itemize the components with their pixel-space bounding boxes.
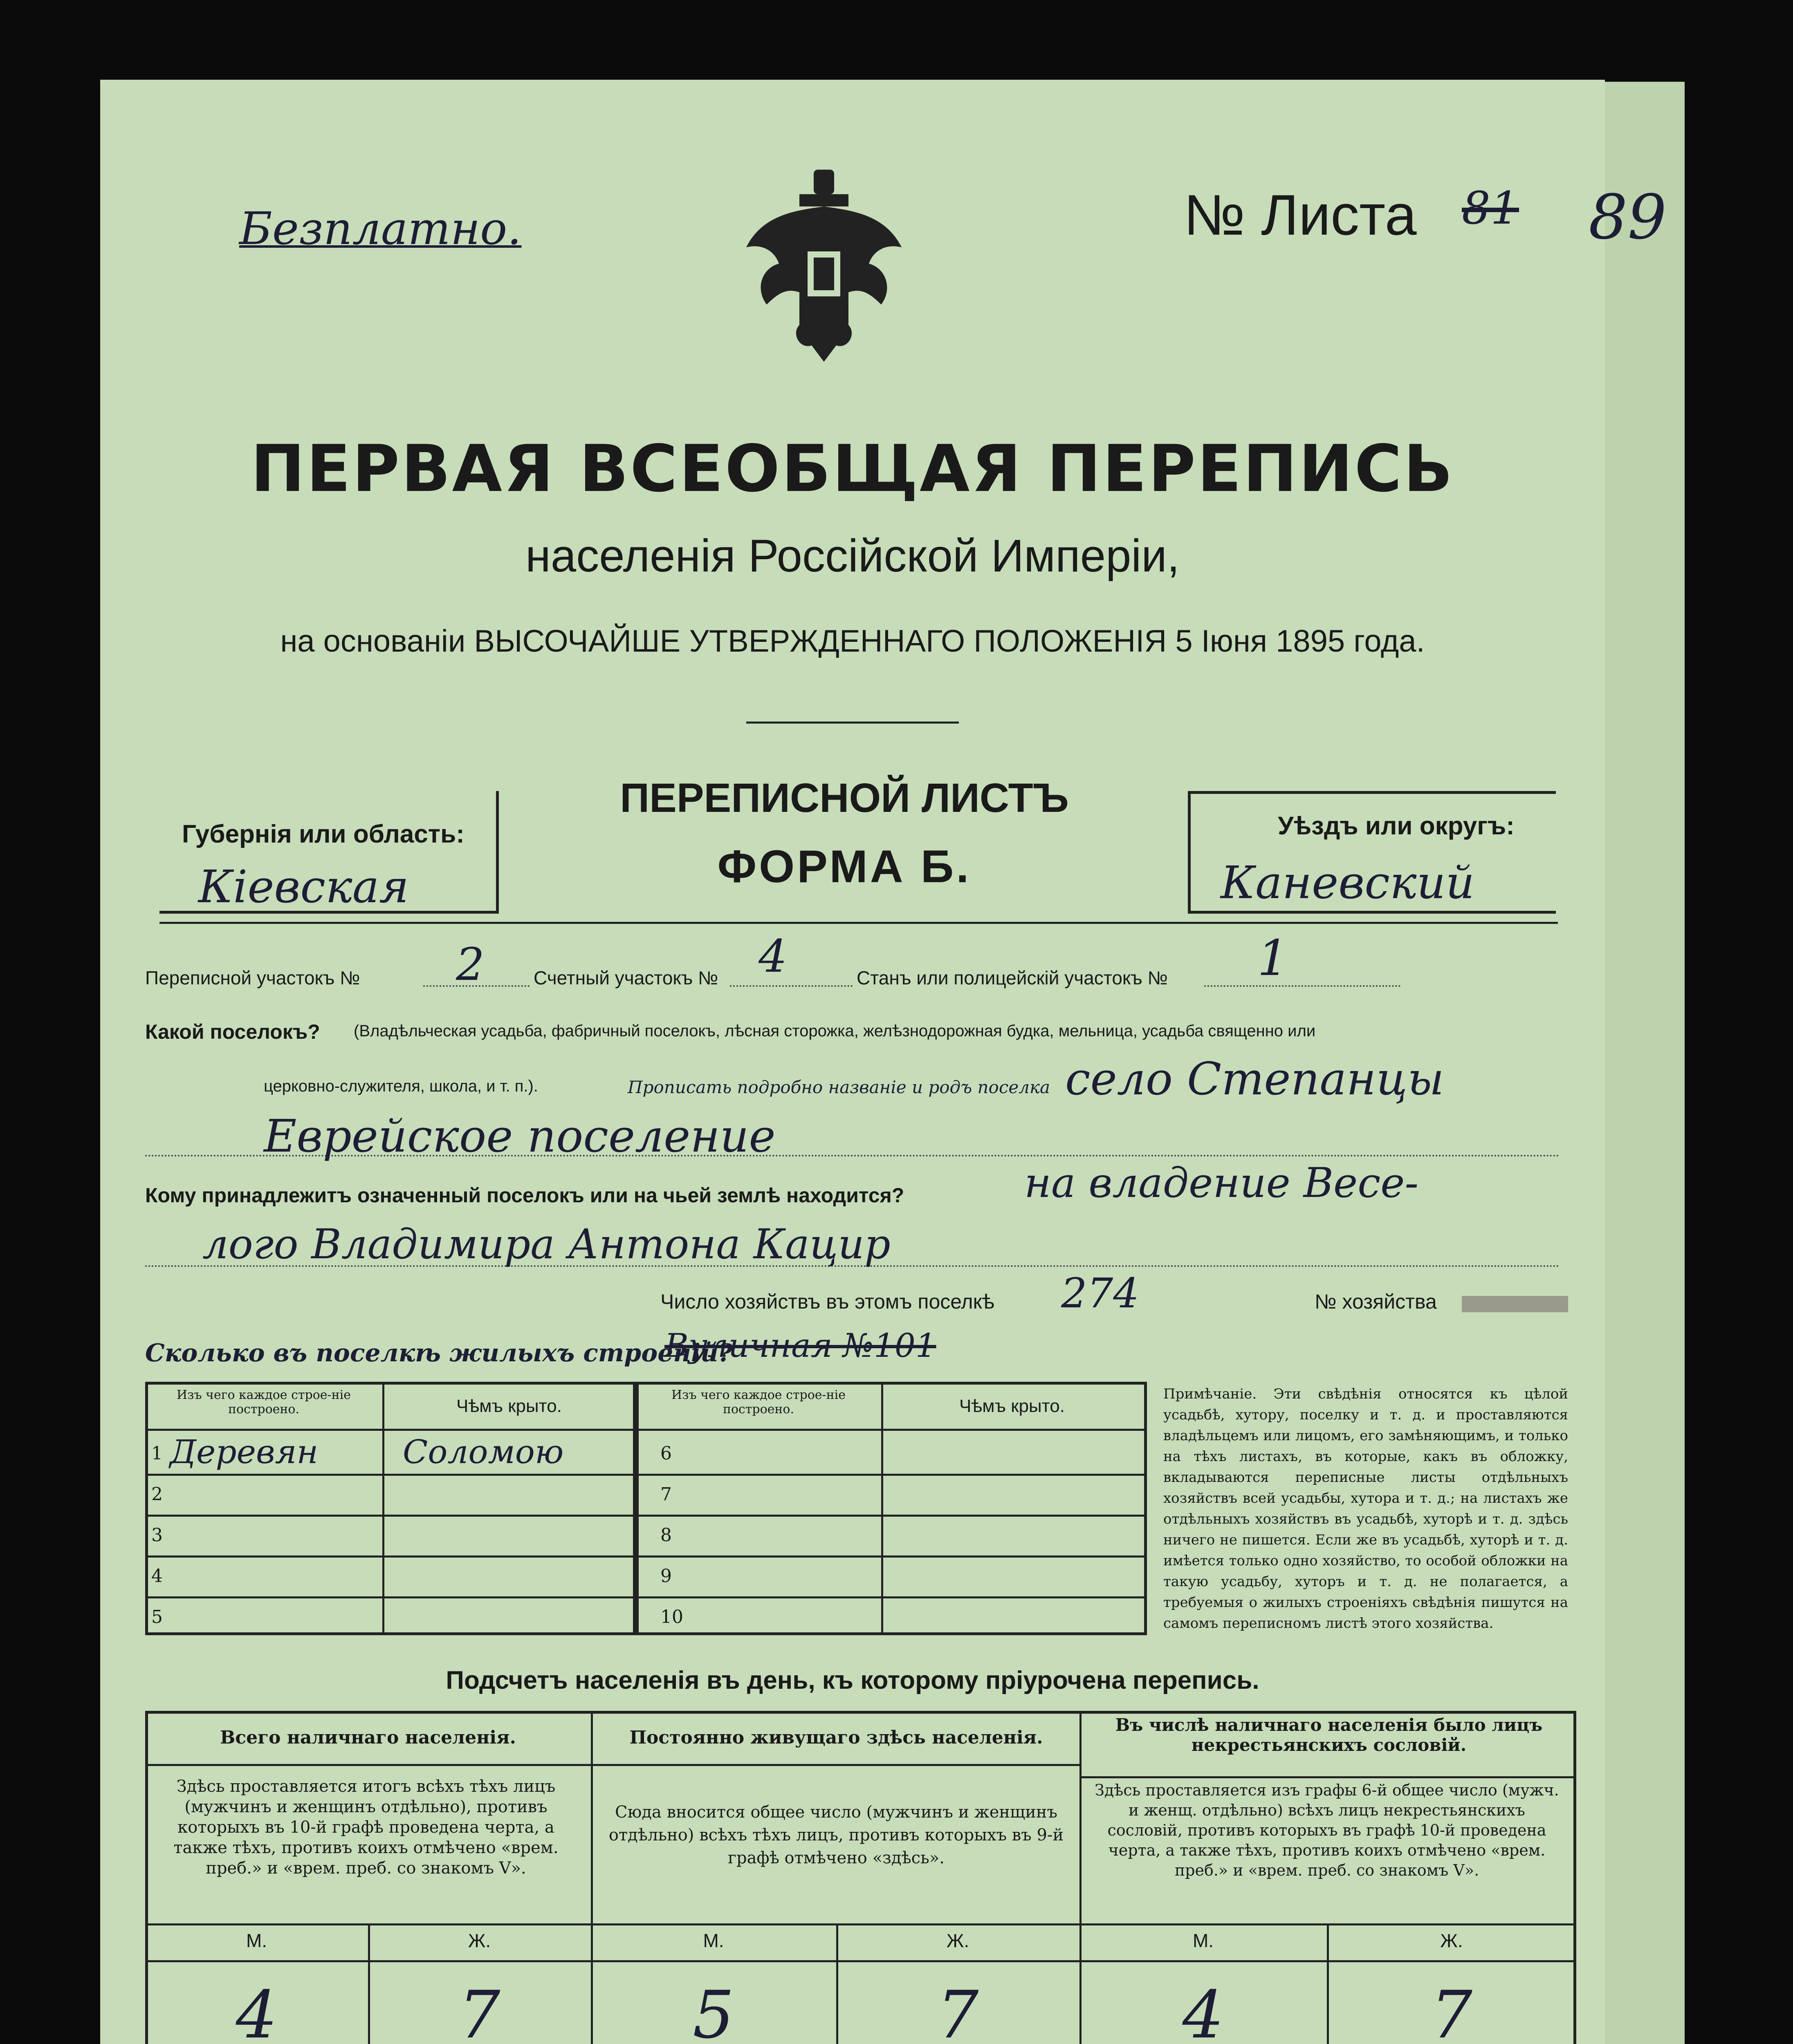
- count-head-rule-2: [1079, 1776, 1576, 1778]
- uezd-label: Уѣздъ или округъ:: [1278, 812, 1515, 840]
- buildings-row-number: 9: [660, 1566, 672, 1587]
- settlement-value-2: Еврейское поселение: [264, 1110, 776, 1162]
- settlement-label: Какой поселокъ?: [145, 1020, 320, 1043]
- buildings-row-number: 10: [660, 1607, 683, 1627]
- buildings-label: Сколько въ поселкѣ жилыхъ строеній?: [145, 1339, 733, 1367]
- buildings-row-rule: [636, 1555, 1147, 1558]
- buildings-row-number: 4: [151, 1566, 163, 1587]
- sheet-number-label: № Листа: [1184, 183, 1417, 247]
- census-plot-label: Переписной участокъ №: [145, 967, 360, 988]
- table-col-roof: Чѣмъ крыто.: [456, 1396, 562, 1416]
- count-value: 7: [937, 1977, 979, 2044]
- count-col3-head: Въ числѣ наличнаго населенія было лицъ некрестьянскихъ сословій.: [1115, 1715, 1543, 1755]
- owner-value-2: лого Владимира Антона Кацир: [202, 1220, 891, 1268]
- row1-roof: Соломою: [403, 1433, 564, 1471]
- title-divider: [746, 722, 959, 724]
- count-value: 4: [236, 1977, 278, 2044]
- count-desc-rule: [145, 1923, 1576, 1925]
- buildings-row-rule: [145, 1515, 636, 1517]
- form-name: ПЕРЕПИСНОЙ ЛИСТЪ: [620, 775, 1069, 821]
- buildings-value: Вуличная №101: [664, 1327, 936, 1365]
- form-type: ФОРМА Б.: [717, 841, 972, 892]
- double-headed-eagle-emblem: [738, 170, 910, 374]
- count-female-header: Ж.: [468, 1930, 491, 1951]
- buildings-row-number: 5: [151, 1607, 163, 1627]
- page-title: ПЕРВАЯ ВСЕОБЩАЯ ПЕРЕПИСЬ: [251, 431, 1454, 507]
- count-col2-head: Постоянно живущаго здѣсь населенія.: [629, 1727, 1043, 1748]
- owner-value-1: на владение Весе-: [1024, 1159, 1419, 1207]
- count-female-header: Ж.: [1440, 1930, 1463, 1951]
- census-form-sheet: [100, 80, 1667, 2044]
- settlement-hint-2: церковно-служителя, школа, и т. п.).: [264, 1077, 538, 1095]
- buildings-row-rule: [145, 1555, 636, 1558]
- stan-label: Станъ или полицейскій участокъ №: [857, 967, 1168, 988]
- header-rule: [159, 922, 1558, 924]
- buildings-row-rule: [636, 1515, 1147, 1517]
- count-value: 7: [1431, 1977, 1472, 2044]
- count-value: 4: [1182, 1977, 1224, 2044]
- buildings-row-number: 3: [151, 1525, 163, 1546]
- page-subtitle: населенія Россійской Имперіи,: [525, 530, 1180, 581]
- buildings-row-rule: [636, 1596, 1147, 1598]
- count-male-header: М.: [703, 1930, 724, 1951]
- count-female-header: Ж.: [946, 1930, 969, 1951]
- table-header-rule: [145, 1429, 1147, 1431]
- households-label: Число хозяйствъ въ этомъ поселкѣ: [660, 1290, 995, 1313]
- count-title: Подсчетъ населенія въ день, къ которому пріурочена перепись.: [446, 1666, 1259, 1694]
- buildings-row-number: 7: [660, 1484, 672, 1505]
- table-col-material: Изъ чего каждое строе-ніе построено.: [176, 1388, 351, 1416]
- count-mz-rule: [145, 1960, 1576, 1962]
- stan-line: [1204, 985, 1400, 987]
- archive-page-number: 89: [1589, 182, 1667, 253]
- count-plot-line: [730, 985, 853, 987]
- buildings-row-number: 2: [151, 1484, 163, 1505]
- count-value: 5: [693, 1977, 734, 2044]
- buildings-row-number: 8: [660, 1525, 672, 1546]
- owner-label: Кому принадлежитъ означенный поселокъ или на чьей землѣ находится?: [145, 1184, 904, 1207]
- settlement-instruction: Прописать подробно названіе и родъ поселка: [628, 1077, 1050, 1097]
- settlement-value-1: село Степанцы: [1065, 1053, 1444, 1105]
- count-col3-desc: Здѣсь проставляется изъ графы 6-й общее число (мужч. и женщ. отдѣльно) всѣхъ лицъ некрестьянскихъ сословій, противъ которыхъ въ графѣ 10-й проведена черта, а также тѣхъ, противъ коихъ отмѣчено «врем. преб.» и «врем. преб. со знакомъ V».: [1095, 1781, 1559, 1879]
- household-no-redacted: [1462, 1296, 1568, 1312]
- count-value: 7: [458, 1977, 500, 2044]
- row1-material: Деревян: [170, 1433, 319, 1471]
- household-no-label: № хозяйства: [1315, 1290, 1437, 1313]
- table-col-roof-2: Чѣмъ крыто.: [959, 1396, 1065, 1416]
- buildings-row-rule: [636, 1474, 1147, 1476]
- gubernia-label: Губернія или область:: [182, 820, 465, 848]
- households-value: 274: [1061, 1269, 1139, 1317]
- census-plot-value: 2: [456, 938, 485, 991]
- count-male-header: М.: [246, 1930, 267, 1951]
- table-col-material-2: Изъ чего каждое строе-ніе построено.: [671, 1388, 846, 1416]
- count-male-header: М.: [1192, 1930, 1214, 1951]
- count-col1-head: Всего наличнаго населенія.: [220, 1727, 516, 1748]
- settlement-hint: (Владѣльческая усадьба, фабричный поселокъ, лѣсная сторожка, желѣзнодорожная будка, мельница, усадьба священно или: [354, 1022, 1316, 1040]
- decree-basis: на основаніи ВЫСОЧАЙШЕ УТВЕРЖДЕННАГО ПОЛОЖЕНІЯ 5 Іюня 1895 года.: [280, 624, 1425, 659]
- count-col1-desc: Здѣсь проставляется итогъ всѣхъ тѣхъ лицъ (мужчинъ и женщинъ отдѣльно), противъ которыхъ въ 10-й графѣ проведена черта, а также тѣхъ, противъ коихъ отмѣчено «врем. преб.» и «врем. преб. со знакомъ V».: [173, 1777, 559, 1878]
- count-plot-value: 4: [758, 930, 787, 982]
- buildings-row-number: 1: [151, 1443, 163, 1464]
- buildings-row-rule: [145, 1474, 636, 1476]
- buildings-row-number: 6: [660, 1443, 672, 1464]
- count-col2-desc: Сюда вносится общее число (мужчинъ и женщинъ отдѣльно) всѣхъ тѣхъ лицъ, противъ которыхъ въ 9-й графѣ отмѣчено «здѣсь».: [608, 1803, 1064, 1867]
- count-plot-label: Счетный участокъ №: [534, 967, 718, 988]
- buildings-row-rule: [145, 1596, 636, 1598]
- gubernia-value: Кіевская: [198, 861, 409, 913]
- note-text: Примѣчаніе. Эти свѣдѣнія относятся къ цѣлой усадьбѣ, хутору, поселку и т. д. и проставляются владѣльцемъ или лицомъ, его замѣняющимъ, и только на тѣхъ листахъ, въ которые, какъ въ обложку, вкладываются переписные листы отдѣльныхъ хозяйствъ всей усадьбы, хутора и т. д.; на листахъ же отдѣльныхъ хозяйствъ въ усадьбѣ, хуторѣ и т. д. здѣсь ничего не пишется. Если же въ усадьбѣ, хуторѣ и т. д. имѣется только одно хозяйство, то особой обложки на такую усадьбу, хуторъ и т. д. не полагается, а требуемыя о жилыхъ строеніяхъ свѣдѣнія пишутся на самомъ переписномъ листѣ этого хозяйства.: [1163, 1386, 1568, 1632]
- stan-value: 1: [1257, 930, 1289, 987]
- sheet-number-value: 81: [1462, 182, 1519, 234]
- count-head-rule: [145, 1764, 1079, 1766]
- free-label: Безплатно.: [239, 202, 522, 255]
- uezd-value: Каневский: [1221, 856, 1475, 909]
